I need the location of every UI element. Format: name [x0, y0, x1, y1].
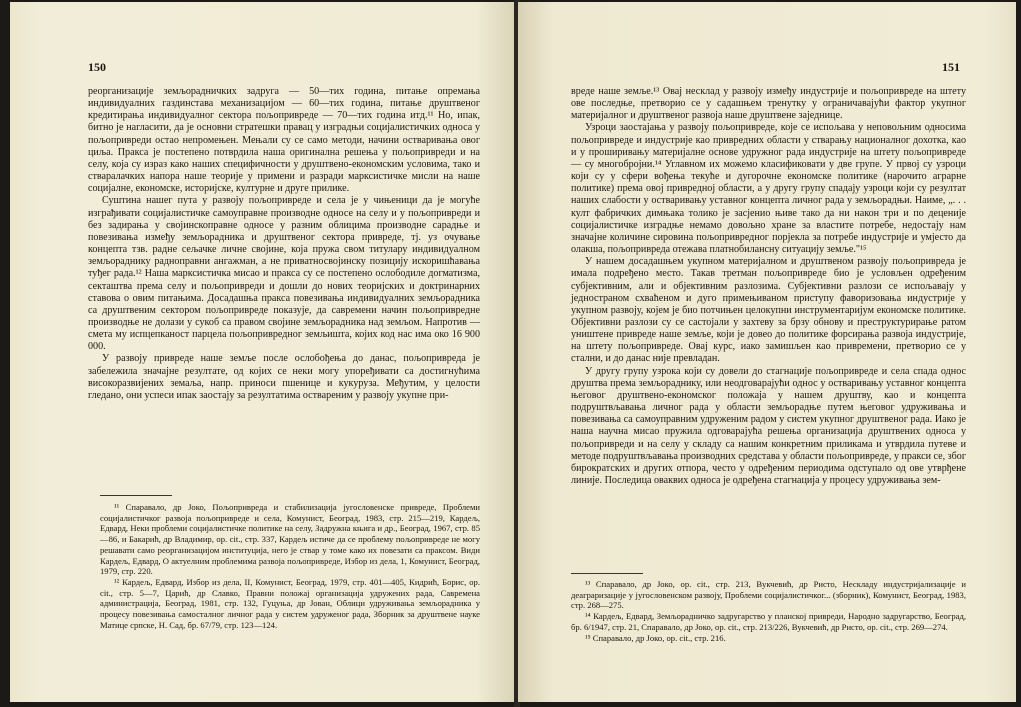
page-number: 150 — [88, 60, 106, 74]
page-number: 151 — [942, 60, 960, 74]
footnotes — [100, 502, 480, 630]
footnote: ¹¹ Спаравало, др Јоко, Пољопривреда и стабилизација југословенске привреде, Проблеми социјалистичког развоја пољопривреде и села, Комунист, Београд, 1983, стр. 215—219, Кардељ, Едвард, Неки проблеми социјалистичке политике на селу, Задружна књига и др., Београд, 1967, стр. 85—86, и Бакарић, др Владимир, op. cit., стр. 337, Кардељ истиче да се проблему пољопривреде не могу решавати само реорганизацијом институција, него је ствар у томе како их повезати са праксом. Види Кардељ, Едвард, О актуелним проблемима развоја пољопривреде, Избор из дела, 1, Комунист, Београд, 1979, стр. 220. — [100, 502, 480, 577]
footnote: ¹² Кардељ, Едвард, Избор из дела, II, Комунист, Београд, 1979, стр. 401—405, Кидрић, Борис, op. cit., стр. 5—7, Царић, др Славко, Правни положај организација удружених рада, Савремена администрација, Београд, 1981, стр. 132, Гуцуња, др Јован, Облици удруживања земљорадника у процесу повезивања самосталног личног рада у систем удруженог рада, Зборник за друштвене науке Матице српске, Н. Сад, бр. 67/79, стр. 123—124. — [100, 576, 480, 630]
paragraph: вреде наше земље.¹³ Овај несклад у развоју између индустрије и пољопривреде на штету ове последње, претворио се у садашњем тренутку у ограничавајући фактор укупног материјалног и друштвеног развоја наше друштвене заједнице. — [571, 86, 966, 122]
right-page — [518, 2, 1016, 702]
footnote: ¹³ Спаравало, др Јоко, op. cit., стр. 213, Вукчевић, др Ристо, Нескладу индустријализације и деаграризације у југословенском развоју, Проблеми социјалистичког... (зборник), Комунист, Београд, 1983, стр. 268—275. — [571, 579, 966, 611]
paragraph: реорганизације земљорадничких задруга — 50—тих година, питање опремања индивидуалних газдинстава механизацијом — 60—тих година, питање друштвеног кредитирања индивидуалног сектора пољопривреде — 70—тих година итд.¹¹ Но, ипак, битно је нагласити, да је основни стратешки правац у изградњи социјалистичких односа у пољопривреди остао непромењен. Мењали су се само методи, начини остваривања овог циља. Пракса је постепено потврдила наша оригинална решења у пољопривреди и на селу, која су израз како наших специфичности у друштвено-економским условима, тако и стваралачких напора наше теорије у примени и разради марксистичке мисли на наше социјалне, економске, историјске, културне и друге прилике. — [88, 86, 480, 195]
footnote: ¹⁵ Спаравало, др Јоко, op. cit., стр. 216. — [585, 632, 726, 643]
footnotes — [571, 579, 966, 643]
footnote-divider — [571, 573, 643, 574]
left-page — [10, 2, 516, 702]
body-text — [571, 86, 966, 487]
body-text — [88, 86, 480, 402]
paragraph: У другу групу узрока који су довели до стагнације пољопривреде и села спада однос друштва према земљораднику, или неодговарајући однос у остваривању уставног концепта његовог друштвено-економског положаја у нашем друштву, као и концепта подруштвљавања личног рада у области земљорадње путем његовог удруживања и повезивања са самоуправним удруженим радом у систем укупног друштвеног рада. Иако је наша научна мисао пружила одговарајућа решења организација друштвених односа у пољопривреди и на селу у складу са нашим конкретним приликама и утврдила путеве и методе подруштвљавања производних средстава у области пољопривреде, у пракси се, због бирократских и других отпора, често у одређеним периодима одступало од ове утврђене линије. Последица оваквих односа је одређена стагнација у процесу удруживања зем- — [571, 365, 966, 486]
paragraph: У развоју привреде наше земље после ослобођења до данас, пољопривреда је забележила значајне резултате, од којих се неки могу упоређивати са достигнућима високоразвијених земаља, напр. приноси пшенице и кукуруза. Међутим, у целости гледано, они успеси ипак заостају за резултатима оствареним у развоју укупне при- — [88, 353, 480, 401]
footnote: ¹⁴ Кардељ, Едвард, Земљорадничко задругарство у планској привреди, Народно задругарство, Београд, бр. 6/1947, стр. 21, Спаравало, др Јоко, op. cit., стр. 213/226, Вукчевић, др Ристо, op. cit., стр. 269—274. — [571, 611, 966, 632]
paragraph: Суштина нашег пута у развоју пољопривреде и села је у чињеници да је могуће изграђивати социјалистичке самоуправне производне односе на селу и у пољопривреди и без задирања у својинскоправне односе у разним облицима производне сарадње и повезивања између земљорадника и друштвеног сектора привреде, тј. уз очување концепта тзв. радне сељачке личне својине, која пружа свом титулару индивидуалном земљораднику радноправни ангажман, а не приватносвојинску позицију искоришћавања туђег рада.¹² Наша марксистичка мисао и пракса су се постепено ослободиле догматизма, секташтва према селу и пољопривреди и дошли до нових теоријских и доктринарних ставова о овим питањима. Досадашња пракса повезивања индивидуалних земљорадника са друштвеним сектором пољопривреде показује, да савремени начин пољопривредне производње не долази у сукоб са правом својине земљорадника над земљом. Напротив — смета му испцепканост парцела пољопривредног земљишта, којих код нас има око 16 900 000. — [88, 195, 480, 353]
footnote-divider — [100, 495, 172, 496]
paragraph: Узроци заостајања у развоју пољопривреде, које се испољава у неповољним односима пољопривреде и индустрије као привредних области у стварању националног дохотка, као и у проширивању материјалне основе удружног рада индустрије на штету пољопривреде — су многобројни.¹⁴ Углавном их можемо класификовати у две групе. У првој су узроци који су у сфери вођења текуће и дугорочне економске политике (нарочито аграрне политике) према овој привредној области, а у другу групу спадају узроци који су резултат наших слабости у остваривању уставног концепта личног рада у земљорадњи. Наиме, „. . . култ фабричких димњака толико је засјенио њиве тако да ни након три и по деценије социјалистичке изградње немамо довољно хране за властите потребе, недостају нам значајне количине сировина пољопривредног порјекла за потребе индустрије и умјесто да олакша, пољопривреда отежава платнобилансну ситуацију земље."¹⁵ — [571, 122, 966, 256]
paragraph: У нашем досадашњем укупном материјалном и друштвеном развоју пољопривреда је имала подређено место. Такав третман пољопривреде био је условљен одређеним субјективним, али и објективним разлозима. Субјективни разлози се испољавају у једностраном схваћеном и дуго примењиваном приступу фаворизовања индустрије у укупном развоју, којем је био потчињен целокупни инструментаријум економске политике. Објективни разлози су се састојали у захтеву за брзу обнову и преструктурирање ратом уништене привреде наше земље, који је довео до политике форсирања развоја индустрије, на штету пољопривреде. Овај курс, иако замишљен као привремени, претворио се у стални, и до данас није превладан. — [571, 256, 966, 365]
